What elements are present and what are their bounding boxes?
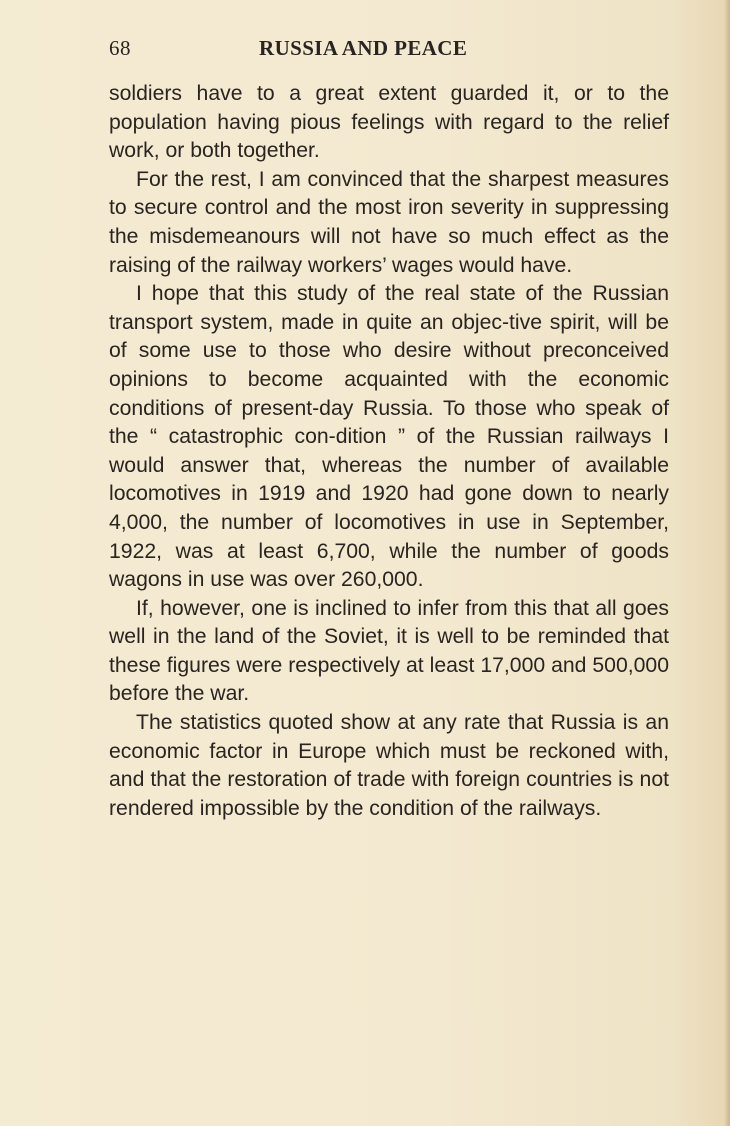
page-number: 68 <box>109 36 131 60</box>
page-edge-shadow <box>724 0 730 1126</box>
body-text <box>109 80 669 823</box>
paragraph-3: I hope that this study of the real state of the Russian transport system, made in quite an objec-tive spirit, will be of some use to those who desire without preconceived opinions to become acquainted with the economic conditions of present-day Russia. To those who speak of the “ catastrophic con-dition ” of the Russian railways I would answer that, whereas the number of available locomotives in 1919 and 1920 had gone down to nearly 4,000, the number of locomotives in use in September, 1922, was at least 6,700, while the number of goods wagons in use was over 260,000. <box>109 282 669 592</box>
paragraph-1: soldiers have to a great extent guarded it, or to the population having pious feelings with regard to the relief work, or both together. <box>109 82 669 163</box>
running-head <box>109 36 669 66</box>
paragraph-5: The statistics quoted show at any rate that Russia is an economic factor in Europe which must be reckoned with, and that the restoration of trade with foreign countries is not rendered impossible by the condition of the railways. <box>109 711 669 820</box>
paragraph-4: If, however, one is inclined to infer from this that all goes well in the land of the Soviet, it is well to be reminded that these figures were respectively at least 17,000 and 500,000 before the war. <box>109 596 669 706</box>
paragraph-2: For the rest, I am convinced that the sharpest measures to secure control and the most iron severity in suppressing the misdemeanours will not have so much effect as the raising of the railway workers’ wages would have. <box>109 167 669 277</box>
running-title: RUSSIA AND PEACE <box>259 36 468 60</box>
